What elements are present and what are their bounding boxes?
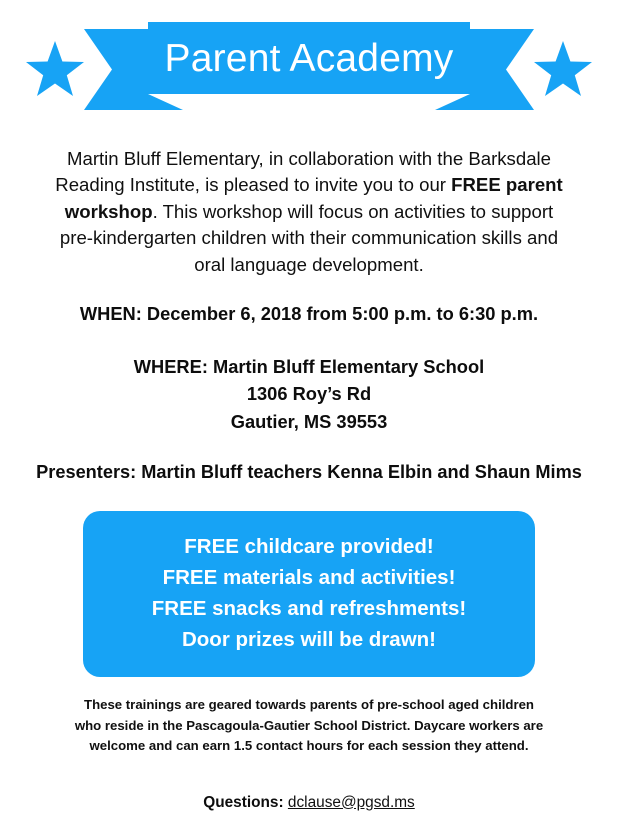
ribbon-tail-left: [84, 29, 148, 110]
where-venue: WHERE: Martin Bluff Elementary School: [133, 355, 485, 377]
contact-email-link[interactable]: dclause@pgsd.ms: [287, 793, 415, 811]
questions-line: [29, 793, 589, 813]
where-street: 1306 Roy’s Rd: [246, 383, 372, 405]
fineprint-text: These trainings are geared towards parents of pre-school aged children who reside in the Pascagoula-Gautier School District. Daycare workers are welcome and can earn 1.5 contact hours for each session they attend.: [74, 697, 544, 754]
ribbon-fold-left: [148, 94, 183, 110]
perks-callout-box: [83, 511, 535, 678]
intro-text-part1: Martin Bluff Elementary, in collaboration with the Barksdale Reading Institute, is pleased to invite you to our: [55, 148, 552, 196]
ribbon-tail-right: [470, 29, 534, 110]
page-title: Parent Academy: [164, 36, 454, 80]
banner-header: [0, 0, 618, 128]
star-icon-left: [26, 41, 84, 96]
questions-label: Questions:: [203, 793, 284, 811]
intro-emphasis: FREE parent workshop: [64, 174, 563, 222]
perk-line-snacks: FREE snacks and refreshments!: [151, 596, 467, 620]
ribbon-fold-right: [435, 94, 470, 110]
star-icon-right: [534, 41, 592, 96]
perk-line-door-prizes: Door prizes will be drawn!: [181, 627, 436, 651]
presenters-line: Presenters: Martin Bluff teachers Kenna Elbin and Shaun Mims: [36, 461, 582, 482]
where-block: [29, 353, 589, 435]
perk-line-materials: FREE materials and activities!: [162, 565, 456, 589]
where-city-state-zip: Gautier, MS 39553: [230, 410, 388, 432]
intro-paragraph: [49, 146, 569, 278]
when-line: WHEN: December 6, 2018 from 5:00 p.m. to 6:30 p.m.: [79, 302, 539, 324]
intro-text-part2: . This workshop will focus on activities to support pre-kindergarten children with their communication skills and oral language development.: [59, 200, 559, 275]
perk-line-childcare: FREE childcare provided!: [184, 534, 434, 558]
